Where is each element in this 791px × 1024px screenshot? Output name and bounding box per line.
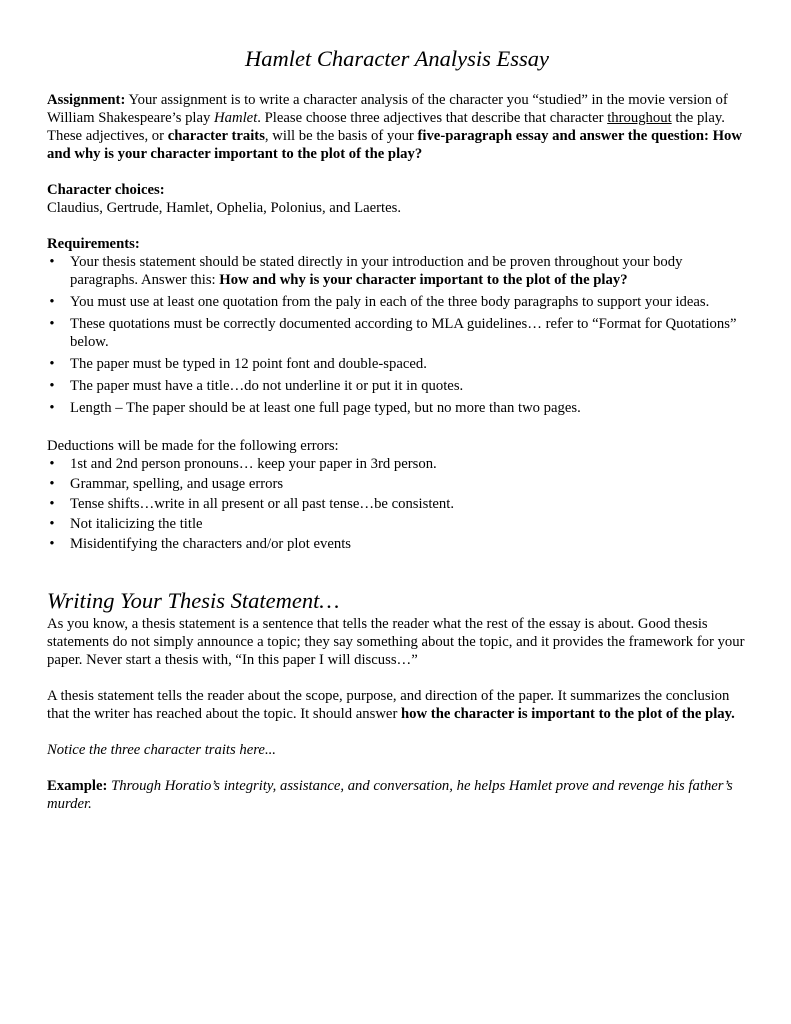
assignment-text-3: the play. These adjectives, or [47, 110, 725, 144]
list-item [47, 515, 747, 533]
deduction-text: 1st and 2nd person pronouns… keep your paper in 3rd person. [70, 456, 437, 472]
bullet-icon: • [49, 516, 55, 532]
requirement-bold: How and why is your character important to the plot of the play? [219, 272, 628, 288]
bullet-icon: • [49, 378, 55, 394]
bullet-icon: • [49, 254, 55, 270]
thesis-paragraph-2 [47, 687, 747, 723]
list-item [47, 315, 747, 351]
list-item [47, 495, 747, 513]
character-choices-section [47, 181, 747, 217]
notice-line [47, 741, 747, 759]
requirements-list [47, 253, 747, 417]
deductions-section [47, 437, 747, 553]
bullet-icon: • [49, 536, 55, 552]
bullet-icon: • [49, 316, 55, 332]
list-item [47, 377, 747, 395]
bullet-icon: • [49, 456, 55, 472]
requirement-text: Length – The paper should be at least one full page typed, but no more than two pages. [70, 400, 581, 416]
deductions-intro: Deductions will be made for the following errors: [47, 438, 339, 454]
bullet-icon: • [49, 356, 55, 372]
deduction-text: Misidentifying the characters and/or plot events [70, 536, 352, 552]
bullet-icon: • [49, 294, 55, 310]
character-choices-label: Character choices: [47, 182, 165, 198]
list-item [47, 253, 747, 289]
list-item [47, 355, 747, 373]
example-paragraph [47, 777, 747, 813]
notice-text: Notice the three character traits here... [47, 742, 276, 758]
list-item [47, 293, 747, 311]
example-text: Through Horatio’s integrity, assistance, and conversation, he helps Hamlet prove and revenge his father’s murder. [47, 778, 733, 812]
assignment-paragraph [47, 91, 747, 163]
assignment-bold-question: five-paragraph essay and answer the question: How and why is your character important to the plot of the play? [47, 128, 742, 162]
assignment-text-1: Your assignment is to write a character analysis of the character you “studied” in the movie version of William Shakespeare’s play [47, 92, 728, 126]
deduction-text: Not italicizing the title [70, 516, 203, 532]
requirement-text: The paper must be typed in 12 point font and double-spaced. [70, 356, 427, 372]
document-title: Hamlet Character Analysis Essay [245, 46, 549, 71]
bullet-icon: • [49, 400, 55, 416]
assignment-underlined-word: throughout [607, 110, 672, 126]
bullet-icon: • [49, 496, 55, 512]
thesis-paragraph-2-text: A thesis statement tells the reader about the scope, purpose, and direction of the paper. It summarizes the conclusion that the writer has reached about the topic. It should answer [47, 688, 730, 722]
assignment-label: Assignment: [47, 92, 126, 108]
deduction-text: Tense shifts…write in all present or all past tense…be consistent. [70, 496, 455, 512]
thesis-paragraph-2-bold: how the character is important to the plot of the play. [401, 706, 735, 722]
assignment-text-2: . Please choose three adjectives that describe that character [257, 110, 608, 126]
requirement-text: Your thesis statement should be stated directly in your introduction and be proven throughout your body paragraphs. Answer this: [70, 254, 683, 288]
list-item [47, 535, 747, 553]
assignment-bold-traits: character traits [167, 128, 265, 144]
thesis-paragraph-1: As you know, a thesis statement is a sentence that tells the reader what the rest of the essay is about. Good thesis statements do not simply announce a topic; they say something about the topic, and it provides the framework for your paper. Never start a thesis with, “In this paper I will discuss…” [47, 616, 745, 668]
list-item [47, 399, 747, 417]
requirement-text: The paper must have a title…do not underline it or put it in quotes. [70, 378, 464, 394]
list-item [47, 475, 747, 493]
requirements-label: Requirements: [47, 236, 140, 252]
requirement-text: These quotations must be correctly documented according to MLA guidelines… refer to “Format for Quotations” below. [70, 316, 737, 350]
assignment-text-4: , will be the basis of your [264, 128, 418, 144]
deductions-list [47, 455, 747, 553]
character-choices-list: Claudius, Gertrude, Hamlet, Ophelia, Polonius, and Laertes. [47, 200, 402, 216]
thesis-section-title: Writing Your Thesis Statement… [47, 588, 340, 613]
requirement-text: You must use at least one quotation from the paly in each of the three body paragraphs to support your ideas. [70, 294, 710, 310]
bullet-icon: • [49, 476, 55, 492]
example-label: Example: [47, 778, 108, 794]
assignment-play-title: Hamlet [214, 110, 258, 126]
requirements-section [47, 235, 747, 417]
document-page [47, 44, 747, 813]
list-item [47, 455, 747, 473]
deduction-text: Grammar, spelling, and usage errors [70, 476, 284, 492]
